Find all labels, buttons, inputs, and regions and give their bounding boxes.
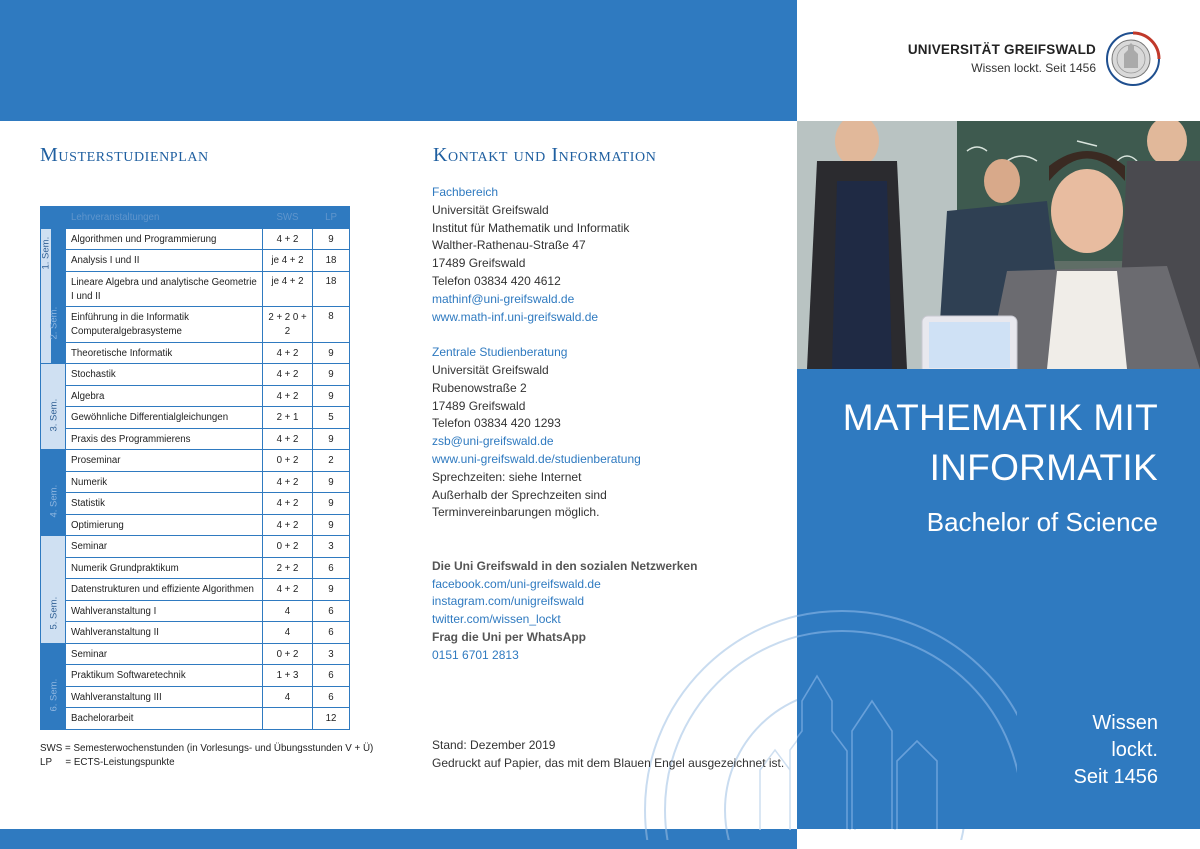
lp-cell: 6: [313, 687, 350, 708]
lp-cell: 2: [313, 450, 350, 472]
sws-cell: 4 + 2: [263, 472, 313, 493]
sws-cell: 0 + 2: [263, 644, 313, 665]
course-cell: Algorithmen und Programmierung: [66, 229, 263, 250]
table-row: [41, 687, 350, 708]
lp-cell: 18: [313, 250, 350, 272]
logo-name: UNIVERSITÄT GREIFSWALD: [907, 42, 1096, 57]
lp-cell: 8: [313, 307, 350, 343]
table-row: [41, 250, 350, 272]
slogan-line-1: Wissen: [1092, 712, 1158, 734]
studienberatung-title: Zentrale Studienberatung: [432, 345, 568, 360]
social-block: [432, 558, 782, 665]
phone-line: Telefon 03834 420 4612: [432, 273, 561, 288]
instagram-link[interactable]: instagram.com/unigreifswald: [432, 594, 585, 609]
sws-cell: 4: [263, 601, 313, 622]
sws-cell: 4: [263, 622, 313, 644]
cover-panel: [797, 369, 1200, 829]
semester-3-label: [41, 364, 66, 450]
table-row: [41, 429, 350, 450]
course-cell: Proseminar: [66, 450, 263, 472]
sws-cell: 1 + 3: [263, 665, 313, 687]
sws-cell: 2 + 2: [263, 558, 313, 579]
course-cell: Datenstrukturen und effiziente Algorithmen: [66, 579, 263, 601]
lp-cell: 9: [313, 472, 350, 493]
university-logo[interactable]: [907, 28, 1166, 92]
lp-cell: 9: [313, 493, 350, 515]
fachbereich-block: [432, 184, 782, 326]
sws-cell: 4 + 2: [263, 229, 313, 250]
students-photo: [797, 121, 1200, 369]
office-hours-line: Terminvereinbarungen möglich.: [432, 505, 600, 520]
course-cell: Wahlveranstaltung I: [66, 601, 263, 622]
studienberatung-email-link[interactable]: zsb@uni-greifswald.de: [432, 434, 554, 449]
bottom-band: [0, 829, 797, 849]
address-line: Universität Greifswald: [432, 202, 549, 217]
fachbereich-title: Fachbereich: [432, 185, 499, 199]
table-row: [41, 515, 350, 536]
sws-cell: 0 + 2: [263, 450, 313, 472]
sws-cell: [263, 708, 313, 730]
table-row: [41, 450, 350, 472]
semester-5-label: [41, 536, 66, 644]
lp-cell: 18: [313, 272, 350, 307]
social-title: Die Uni Greifswald in den sozialen Netzwerken: [432, 558, 698, 573]
cover-seal-icon: [797, 581, 1017, 829]
sws-cell: je 4 + 2: [263, 250, 313, 272]
course-cell: Stochastik: [66, 364, 263, 386]
office-hours-line: Sprechzeiten: siehe Internet: [432, 469, 582, 484]
lp-cell: 6: [313, 601, 350, 622]
lp-cell: 9: [313, 579, 350, 601]
sws-cell: je 4 + 2: [263, 272, 313, 307]
study-plan-table: [40, 206, 350, 730]
course-cell: Praktikum Softwaretechnik: [66, 665, 263, 687]
print-note: Gedruckt auf Papier, das mit dem Blauen Engel ausgezeichnet ist.: [432, 755, 785, 770]
semester-4-text: 4. Sem.: [48, 484, 60, 518]
table-row: [41, 601, 350, 622]
whatsapp-title: Frag die Uni per WhatsApp: [432, 629, 587, 644]
sws-cell: 4 + 2: [263, 386, 313, 407]
lp-cell: 9: [313, 364, 350, 386]
address-line: Universität Greifswald: [432, 362, 549, 377]
table-row: [41, 472, 350, 493]
sws-cell: 4: [263, 687, 313, 708]
lp-cell: 9: [313, 229, 350, 250]
lp-cell: 5: [313, 407, 350, 429]
table-row: [41, 364, 350, 386]
table-row: [41, 493, 350, 515]
legend-sws: SWS = Semesterwochenstunden (in Vorlesungs- und Übungsstunden V + Ü): [40, 743, 374, 754]
semester-1-2-label: [41, 229, 66, 364]
lp-cell: 9: [313, 343, 350, 364]
lp-cell: 3: [313, 644, 350, 665]
course-cell: Numerik: [66, 472, 263, 493]
office-hours-line: Außerhalb der Sprechzeiten sind: [432, 487, 607, 502]
semester-5-text: 5. Sem.: [48, 596, 60, 630]
sws-cell: 2 + 2 0 + 2: [263, 307, 313, 343]
address-line: Institut für Mathematik und Informatik: [432, 220, 630, 235]
header-sws: SWS: [263, 207, 313, 229]
table-row: [41, 558, 350, 579]
cover-title-line-1: MATHEMATIK MIT: [842, 397, 1158, 438]
sws-cell: 4 + 2: [263, 429, 313, 450]
legend-lp: LP = ECTS-Leistungspunkte: [40, 757, 175, 768]
whatsapp-number[interactable]: 0151 6701 2813: [432, 647, 519, 662]
top-band: [0, 0, 797, 121]
course-cell: Seminar: [66, 536, 263, 558]
plan-heading: Musterstudienplan: [40, 144, 209, 166]
cover-slogan: [1073, 710, 1158, 791]
fachbereich-email-link[interactable]: mathinf@uni-greifswald.de: [432, 291, 575, 306]
table-row: [41, 272, 350, 307]
semester-1-label: 1. Sem.: [40, 236, 52, 270]
contact-section: [432, 184, 782, 665]
address-line: Walther-Rathenau-Straße 47: [432, 238, 586, 253]
table-row: [41, 622, 350, 644]
address-line: Rubenowstraße 2: [432, 380, 527, 395]
table-row: [41, 644, 350, 665]
twitter-link[interactable]: twitter.com/wissen_lockt: [432, 612, 561, 627]
sws-cell: 4 + 2: [263, 493, 313, 515]
studienberatung-block: [432, 344, 782, 522]
phone-line: Telefon 03834 420 1293: [432, 416, 561, 431]
university-seal-icon: [1104, 30, 1162, 88]
slogan-line-2: lockt.: [1111, 739, 1158, 761]
lp-cell: 9: [313, 429, 350, 450]
table-row: [41, 386, 350, 407]
course-cell: Bachelorarbeit: [66, 708, 263, 730]
table-header: [41, 207, 350, 229]
course-cell: Einführung in die Informatik Computeralgebrasysteme: [66, 307, 263, 343]
course-cell: Wahlveranstaltung II: [66, 622, 263, 644]
lp-cell: 9: [313, 515, 350, 536]
semester-2-label: 2. Sem.: [48, 306, 60, 340]
address-line: 17489 Greifswald: [432, 398, 526, 413]
sws-cell: 4 + 2: [263, 364, 313, 386]
table-row: [41, 536, 350, 558]
cover-title-line-2: INFORMATIK: [929, 447, 1158, 488]
course-cell: Statistik: [66, 493, 263, 515]
stand-block: [432, 737, 784, 773]
course-cell: Wahlveranstaltung III: [66, 687, 263, 708]
facebook-link[interactable]: facebook.com/uni-greifswald.de: [432, 576, 601, 591]
table-row: [41, 229, 350, 250]
lp-cell: 9: [313, 386, 350, 407]
course-cell: Theoretische Informatik: [66, 343, 263, 364]
sws-cell: 2 + 1: [263, 407, 313, 429]
semester-4-label: [41, 450, 66, 536]
sws-cell: 4 + 2: [263, 579, 313, 601]
lp-cell: 3: [313, 536, 350, 558]
table-row: [41, 307, 350, 343]
lp-cell: 6: [313, 622, 350, 644]
sws-cell: 0 + 2: [263, 536, 313, 558]
studienberatung-web-link[interactable]: www.uni-greifswald.de/studienberatung: [432, 451, 641, 466]
logo-slogan: Wissen lockt. Seit 1456: [971, 61, 1096, 75]
semester-3-text: 3. Sem.: [48, 398, 60, 432]
header-lp: LP: [313, 207, 350, 229]
semester-6-label: [41, 644, 66, 730]
lp-cell: 6: [313, 665, 350, 687]
lp-cell: 6: [313, 558, 350, 579]
header-course: Lehrveranstaltungen: [66, 207, 263, 229]
course-cell: Lineare Algebra und analytische Geometrie I und II: [66, 272, 263, 307]
sws-cell: 4 + 2: [263, 515, 313, 536]
course-cell: Optimierung: [66, 515, 263, 536]
course-cell: Algebra: [66, 386, 263, 407]
stand-date: Stand: Dezember 2019: [432, 738, 556, 752]
table-row: [41, 343, 350, 364]
sws-cell: 4 + 2: [263, 343, 313, 364]
course-cell: Analysis I und II: [66, 250, 263, 272]
fachbereich-web-link[interactable]: www.math-inf.uni-greifswald.de: [432, 309, 599, 324]
cover-degree: Bachelor of Science: [926, 507, 1158, 537]
table-row: [41, 579, 350, 601]
lp-cell: 12: [313, 708, 350, 730]
contact-heading: Kontakt und Information: [433, 144, 657, 166]
course-cell: Numerik Grundpraktikum: [66, 558, 263, 579]
course-cell: Seminar: [66, 644, 263, 665]
address-line: 17489 Greifswald: [432, 256, 526, 271]
slogan-line-3: Seit 1456: [1073, 766, 1158, 788]
course-cell: Praxis des Programmierens: [66, 429, 263, 450]
table-legend: [40, 742, 373, 770]
table-row: [41, 708, 350, 730]
table-row: [41, 407, 350, 429]
course-cell: Gewöhnliche Differentialgleichungen: [66, 407, 263, 429]
semester-6-text: 6. Sem.: [48, 678, 60, 712]
cover-title: [843, 393, 1158, 493]
table-row: [41, 665, 350, 687]
